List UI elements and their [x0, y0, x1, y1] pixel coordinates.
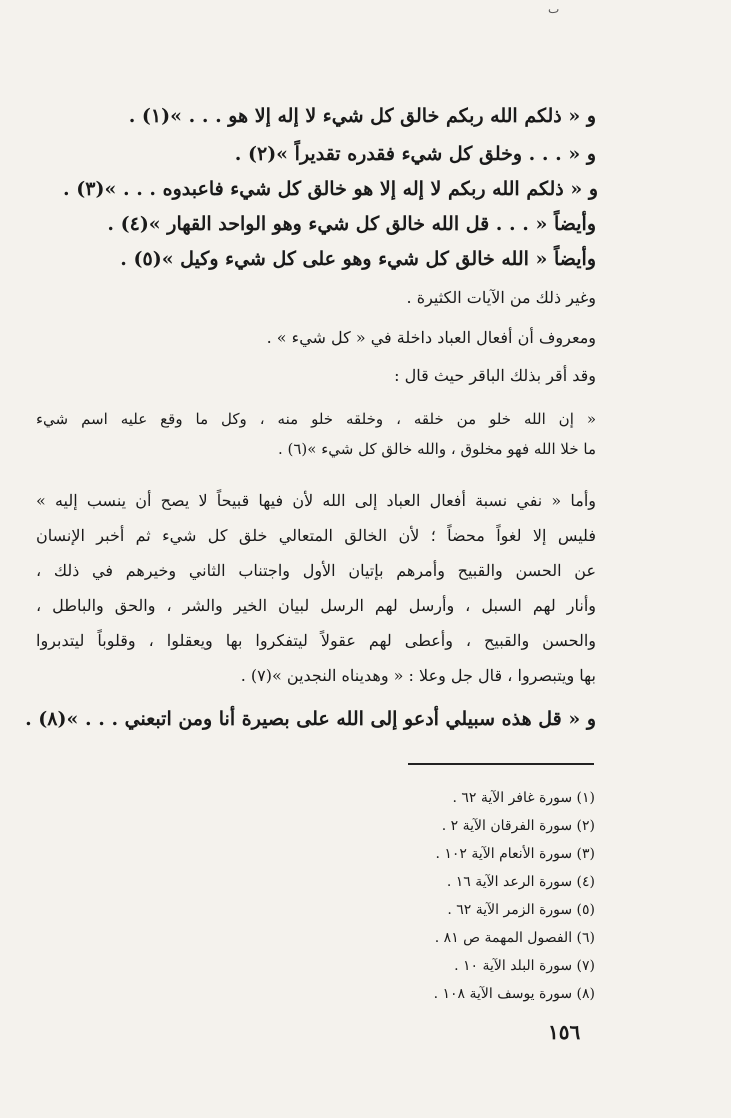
verse-line: وأيضاً « الله خالق كل شيء وهو على كل شيء وكيل »(٥) .: [120, 248, 596, 270]
text-line: وقد أقر بذلك الباقر حيث قال :: [394, 366, 596, 385]
footnote: (٥) سورة الزمر الآية ٦٢ .: [447, 902, 595, 918]
quote-line: « إن الله خلو من خلقه ، وخلقه خلو منه ، وكل ما وقع عليه اسم شيء: [36, 410, 596, 428]
footnote: (٦) الفصول المهمة ص ٨١ .: [434, 930, 595, 946]
corner-mark: ٮ: [548, 2, 560, 16]
footnote-separator: [408, 763, 594, 765]
footnotes: [335, 785, 595, 1005]
footnote: (١) سورة غافر الآية ٦٢ .: [452, 790, 595, 806]
quote-line: ما خلا الله فهو مخلوق ، والله خالق كل شيء »(٦) .: [277, 440, 596, 458]
footnote: (٣) سورة الأنعام الآية ١٠٢ .: [435, 846, 595, 862]
paragraph-line: وأنار لهم السبل ، وأرسل لهم الرسل لبيان الخير والشر ، والحق والباطل ،: [36, 596, 596, 615]
text-line: وغير ذلك من الآيات الكثيرة .: [406, 288, 596, 307]
text-line: ومعروف أن أفعال العباد داخلة في « كل شيء » .: [266, 328, 596, 347]
page-number: ١٥٦: [548, 1020, 581, 1044]
footnote: (٢) سورة الفرقان الآية ٢ .: [441, 818, 595, 834]
footnote: (٤) سورة الرعد الآية ١٦ .: [446, 874, 595, 890]
verse-line: و « ذلكم الله ربكم خالق كل شيء لا إله إلا هو . . . »(١) .: [128, 105, 596, 127]
paragraph-line: بها ويتبصروا ، قال جل وعلا : « وهديناه النجدين »(٧) .: [240, 666, 596, 685]
final-verse-line: و « قل هذه سبيلي أدعو إلى الله على بصيرة أنا ومن اتبعني . . . »(٨) .: [25, 708, 596, 730]
verse-line: و « . . . وخلق كل شيء فقدره تقديراً »(٢) .: [234, 143, 596, 165]
paragraph-line: عن الحسن والقبيح وأمرهم بإتيان الأول واجتناب الثاني وخيرهم في ذلك ،: [36, 561, 596, 580]
paragraph-line: فليس إلا لغواً محضاً ؛ لأن الخالق المتعالي خلق كل شيء ثم أخبر الإنسان: [36, 526, 596, 545]
paragraph-line: وأما « نفي نسبة أفعال العباد إلى الله لأن فيها قبيحاً لا يصح أن ينسب إليه »: [36, 491, 596, 510]
main-text: [25, 0, 598, 730]
verse-line: وأيضاً « . . . قل الله خالق كل شيء وهو الواحد القهار »(٤) .: [107, 213, 596, 235]
footnote: (٨) سورة يوسف الآية ١٠٨ .: [433, 986, 595, 1002]
paragraph-line: والحسن والقبيح ، وأعطى لهم عقولاً ليتفكروا بها ويعقلوا ، وقلوباً ليتدبروا: [36, 631, 596, 650]
verse-line: و « ذلكم الله ربكم لا إله إلا هو خالق كل شيء فاعبدوه . . . »(٣) .: [63, 178, 598, 200]
footnote: (٧) سورة البلد الآية ١٠ .: [454, 958, 595, 974]
